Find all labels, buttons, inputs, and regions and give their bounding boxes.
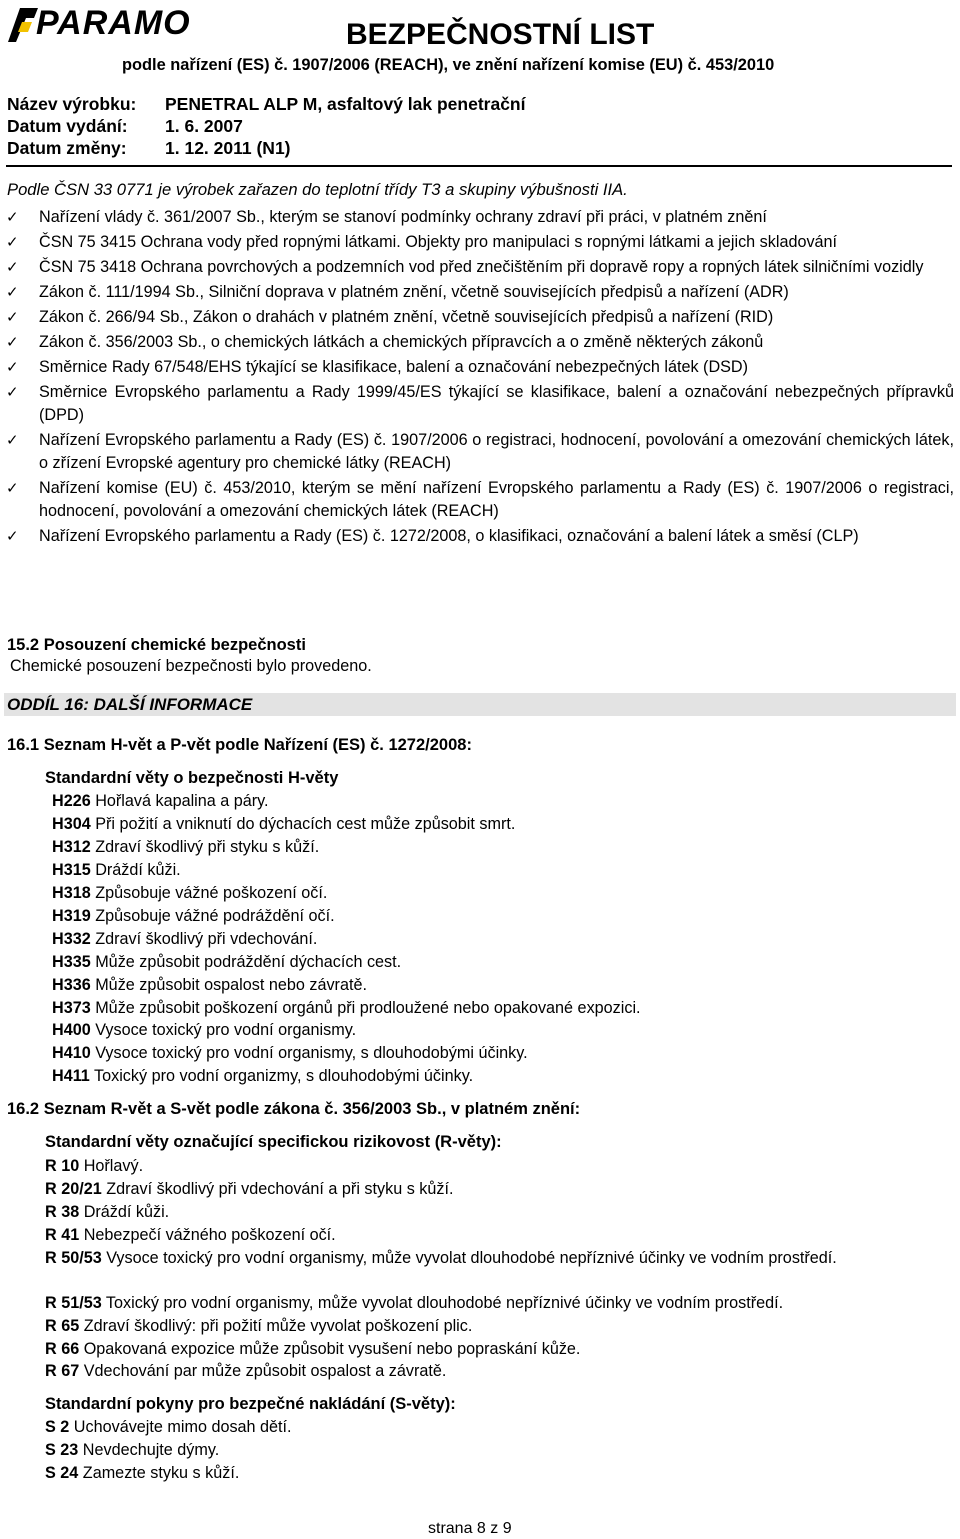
r-phrases-subheading: Standardní věty označující specifickou rizikovost (R-věty): (45, 1133, 502, 1151)
list-item: H400 Vysoce toxický pro vodní organismy. (52, 1021, 357, 1039)
list-item: ✓ ČSN 75 3418 Ochrana povrchových a podzemních vod před znečištěním při dopravě ropy a ropných látek silničními vozidly (6, 256, 954, 279)
list-item: H319 Způsobuje vážné podráždění očí. (52, 907, 335, 925)
product-name-row (7, 94, 525, 115)
issue-value: 1. 6. 2007 (165, 116, 243, 136)
list-item: ✓ Zákon č. 111/1994 Sb., Silniční doprava v platném znění, včetně souvisejících předpisů a nařízení (ADR) (6, 281, 954, 304)
check-icon: ✓ (6, 359, 19, 376)
list-item: R 20/21 Zdraví škodlivý při vdechování a při styku s kůží. (45, 1180, 454, 1198)
list-item: R 51/53 Toxický pro vodní organismy, může vyvolat dlouhodobé nepříznivé účinky ve vodním prostředí. (45, 1294, 784, 1312)
list-item: ✓ Směrnice Rady 67/548/EHS týkající se klasifikace, balení a označování nebezpečných látek (DSD) (6, 356, 954, 379)
h-phrases-subheading: Standardní věty o bezpečnosti H-věty (45, 769, 339, 787)
document-title: BEZPEČNOSTNÍ LIST (346, 18, 655, 51)
issue-date-row (7, 116, 243, 137)
section-16-2-heading: 16.2 Seznam R-vět a S-vět podle zákona č. 356/2003 Sb., v platném znění: (7, 1100, 581, 1118)
list-item: S 24 Zamezte styku s kůží. (45, 1464, 240, 1482)
check-icon: ✓ (6, 528, 19, 545)
section-16-band (4, 693, 956, 716)
list-item: ✓ Nařízení vlády č. 361/2007 Sb., kterým se stanoví podmínky ochrany zdraví při práci, v platném znění (6, 206, 954, 229)
list-item: ✓ Nařízení Evropského parlamentu a Rady (ES) č. 1272/2008, o klasifikaci, označování a balení látek a směsí (CLP) (6, 525, 954, 548)
document-subtitle: podle nařízení (ES) č. 1907/2006 (REACH), ve znění nařízení komise (EU) č. 453/2010 (122, 56, 775, 74)
check-icon: ✓ (6, 480, 19, 497)
list-item: H335 Může způsobit podráždění dýchacích cest. (52, 953, 402, 971)
check-icon: ✓ (6, 334, 19, 351)
list-item: R 65 Zdraví škodlivý: při požití může vyvolat poškození plic. (45, 1317, 473, 1335)
list-item: H315 Dráždí kůži. (52, 861, 181, 879)
check-icon: ✓ (6, 432, 19, 449)
change-date-row (7, 138, 291, 159)
list-item: R 10 Hořlavý. (45, 1157, 144, 1175)
list-item: ✓ Zákon č. 266/94 Sb., Zákon o drahách v platném znění, včetně souvisejících předpisů a nařízení (RID) (6, 306, 954, 329)
list-item: H373 Může způsobit poškození orgánů při prodloužené nebo opakované expozici. (52, 999, 641, 1017)
check-icon: ✓ (6, 309, 19, 326)
list-item: S 2 Uchovávejte mimo dosah dětí. (45, 1418, 292, 1436)
section-16-title: ODDÍL 16: DALŠÍ INFORMACE (7, 695, 253, 714)
paramo-logo (4, 2, 194, 48)
issue-label: Datum vydání: (7, 116, 128, 136)
list-item: R 38 Dráždí kůži. (45, 1203, 170, 1221)
list-item: ✓ Směrnice Evropského parlamentu a Rady 1999/45/ES týkající se klasifikace, balení a označování nebezpečných přípravků (DPD) (6, 383, 954, 424)
section-15-2-heading: 15.2 Posouzení chemické bezpečnosti (7, 636, 306, 654)
list-item: H318 Způsobuje vážné poškození očí. (52, 884, 328, 902)
check-icon: ✓ (6, 234, 19, 251)
header-divider (6, 165, 952, 167)
product-value: PENETRAL ALP M, asfaltový lak penetrační (165, 94, 526, 114)
list-item: H410 Vysoce toxický pro vodní organismy, s dlouhodobými účinky. (52, 1044, 528, 1062)
check-icon: ✓ (6, 259, 19, 276)
list-item: H411 Toxický pro vodní organizmy, s dlouhodobými účinky. (52, 1067, 474, 1085)
list-item: H332 Zdraví škodlivý při vdechování. (52, 930, 318, 948)
list-item: ✓ ČSN 75 3415 Ochrana vody před ropnými látkami. Objekty pro manipulaci s ropnými látkami a jejich skladování (6, 231, 954, 254)
list-item: H336 Může způsobit ospalost nebo závratě. (52, 976, 367, 994)
list-item: ✓ Nařízení Evropského parlamentu a Rady (ES) č. 1907/2006 o registraci, hodnocení, povolování a omezování chemických látek, o zřízení Evropské agentury pro chemické látky (REACH) (6, 431, 954, 472)
intro-text: Podle ČSN 33 0771 je výrobek zařazen do teplotní třídy T3 a skupiny výbušnosti IIA. (7, 180, 628, 199)
section-16-1-heading: 16.1 Seznam H-vět a P-vět podle Nařízení (ES) č. 1272/2008: (7, 736, 472, 754)
list-item: R 67 Vdechování par může způsobit ospalost a závratě. (45, 1362, 447, 1380)
page-number: strana 8 z 9 (428, 1520, 512, 1537)
change-label: Datum změny: (7, 138, 127, 158)
list-item: H304 Při požití a vniknutí do dýchacích cest může způsobit smrt. (52, 815, 516, 833)
section-15-2-text: Chemické posouzení bezpečnosti bylo provedeno. (10, 657, 372, 675)
list-item: H226 Hořlavá kapalina a páry. (52, 792, 269, 810)
logo-text: PARAMO (36, 4, 191, 42)
product-label: Název výrobku: (7, 94, 137, 114)
check-icon: ✓ (6, 384, 19, 401)
list-item: H312 Zdraví škodlivý při styku s kůží. (52, 838, 320, 856)
list-item: R 50/53 Vysoce toxický pro vodní organismy, může vyvolat dlouhodobé nepříznivé účinky ve vodním prostředí. (45, 1249, 837, 1267)
regulation-list (6, 206, 954, 550)
list-item: ✓ Zákon č. 356/2003 Sb., o chemických látkách a chemických přípravcích a o změně některých zákonů (6, 331, 954, 354)
list-item: R 66 Opakovaná expozice může způsobit vysušení nebo popraskání kůže. (45, 1340, 581, 1358)
list-item: R 41 Nebezpečí vážného poškození očí. (45, 1226, 336, 1244)
s-phrases-subheading: Standardní pokyny pro bezpečné nakládání (S-věty): (45, 1395, 456, 1413)
change-value: 1. 12. 2011 (N1) (165, 138, 291, 158)
list-item: S 23 Nevdechujte dýmy. (45, 1441, 220, 1459)
check-icon: ✓ (6, 209, 19, 226)
check-icon: ✓ (6, 284, 19, 301)
list-item: ✓ Nařízení komise (EU) č. 453/2010, kterým se mění nařízení Evropského parlamentu a Rady (ES) č. 1907/2006 o registraci, hodnocení, povolování a omezování chemických látek (REACH) (6, 479, 954, 520)
